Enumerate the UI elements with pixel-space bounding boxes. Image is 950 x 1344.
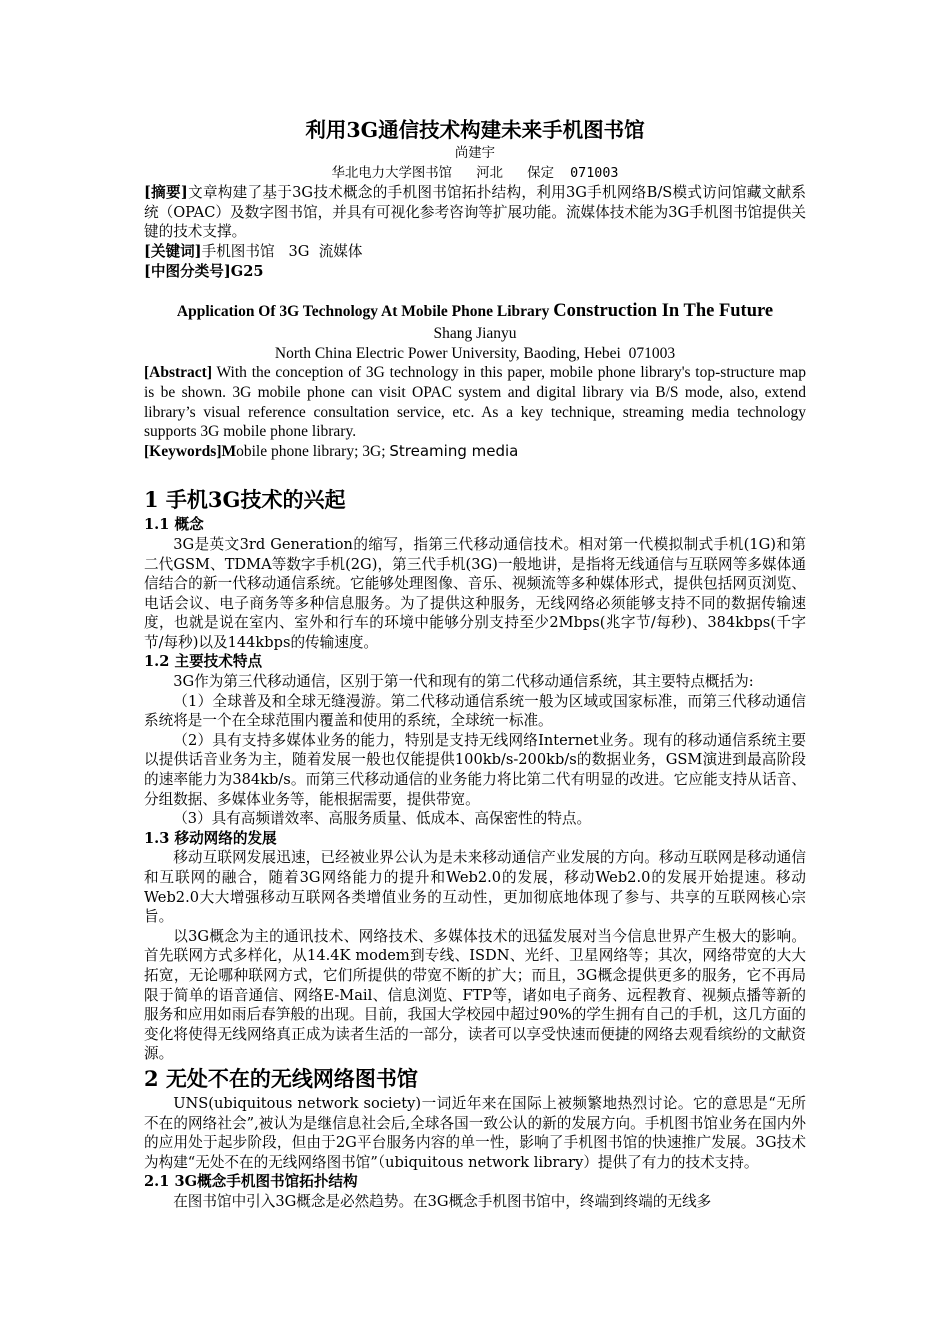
en-title-part1: Application Of 3G Technology At Mobile Phone Library — [176, 303, 554, 321]
section-1-2-heading: 1.2 主要技术特点 — [144, 653, 263, 671]
en-keywords — [144, 442, 806, 462]
en-keywords-tail: Streaming media — [389, 441, 519, 460]
section-1-2-item-3: （3）具有高频谱效率、高服务质量、低成本、高保密性的特点。 — [173, 810, 592, 828]
en-affiliation: North China Electric Power University, Baoding, Hebei 071003 — [274, 344, 676, 362]
section-2-1-heading: 2.1 3G概念手机图书馆拓扑结构 — [144, 1173, 358, 1191]
section-1-1-paragraph: 3G是英文3rd Generation的缩写，指第三代移动通信技术。相对第一代模拟制式手机(1G)和第二代GSM、TDMA等数字手机(2G)，第三代手机(3G)一般地讲，是指将无线通信与互联网等多媒体通信结合的新一代移动通信系统。它能够处理图像、音乐、视频流等多种媒体形式，提供包括网页浏览、电话会议、电子商务等多种信息服务。为了提供这种服务，无线网络必须能够支持不同的数据传输速度，也就是说在室内、室外和行车的环境中能够分别支持至少2Mbps(兆字节/每秒)、384kbps(千字节/每秒)以及144kbps的传输速度。 — [144, 535, 806, 651]
section-1-2-item-2: （2）具有支持多媒体业务的能力，特别是支持无线网络Internet业务。现有的移动通信系统主要以提供话音业务为主，随着发展一般也仅能提供100kb/s-200kb/s的数据业务，GSM演进到最高阶段的速率能力为384kb/s。而第三代移动通信的业务能力将比第二代有明显的改进。它应能支持从话音、分组数据、多媒体业务等，能根据需要，提供带宽。 — [144, 731, 806, 808]
cn-class-label: [中图分类号] — [144, 262, 231, 280]
en-keywords-text: obile phone library; 3G; — [236, 442, 390, 460]
cn-affiliation: 华北电力大学图书馆 河北 保定 071003 — [331, 165, 619, 181]
cn-class-code: G25 — [230, 262, 264, 280]
section-1-2-paragraph: 3G作为第三代移动通信，区别于第一代和现有的第二代移动通信系统，其主要特点概括为: — [173, 673, 754, 691]
cn-abstract-text: 文章构建了基于3G技术概念的手机图书馆拓扑结构，利用3G手机网络B/S模式访问馆藏文献系统（OPAC）及数字图书馆，并具有可视化参考咨询等扩展功能。流媒体技术能为3G手机图书馆提供关键的技术支撑。 — [144, 184, 807, 241]
en-title-part2: Construction In The Future — [553, 301, 774, 322]
section-1-3-paragraph-1: 移动互联网发展迅速，已经被业界公认为是未来移动通信产业发展的方向。移动互联网是移动通信和互联网的融合，随着3G网络能力的提升和Web2.0的发展，移动Web2.0的发展开始提速。移动Web2.0大大增强移动互联网各类增值业务的互动性，更加彻底地体现了参与、共享的互联网核心宗旨。 — [144, 849, 806, 926]
cn-title: 利用3G通信技术构建未来手机图书馆 — [305, 118, 645, 142]
cn-keywords — [144, 242, 806, 262]
section-1-heading: 1 手机3G技术的兴起 — [144, 487, 346, 513]
cn-abstract — [144, 183, 806, 242]
en-author: Shang Jianyu — [433, 325, 517, 343]
cn-class-number — [144, 262, 806, 282]
en-abstract-label: [Abstract] — [144, 364, 213, 382]
cn-keywords-label: [关键词] — [144, 242, 202, 260]
spacer — [144, 281, 806, 299]
cn-keywords-text: 手机图书馆 3G 流媒体 — [201, 242, 363, 260]
paper-page — [144, 116, 806, 1212]
section-2-1-paragraph: 在图书馆中引入3G概念是必然趋势。在3G概念手机图书馆中，终端到终端的无线多 — [173, 1192, 712, 1210]
en-abstract — [144, 363, 806, 441]
cn-abstract-label: [摘要] — [144, 184, 188, 202]
section-2-heading: 2 无处不在的无线网络图书馆 — [144, 1065, 418, 1091]
section-1-3-heading: 1.3 移动网络的发展 — [144, 829, 277, 847]
en-title — [144, 299, 806, 324]
en-keywords-label: [Keywords]M — [144, 442, 237, 460]
section-2-paragraph: UNS(ubiquitous network society)一词近年来在国际上被频繁地热烈讨论。它的意思是“无所不在的网络社会”,被认为是继信息社会后,全球各国一致公认的新的发展方向。手机图书馆业务在国内外的应用处于起步阶段，但由于2G平台服务内容的单一性，影响了手机图书馆的快速推广发展。3G技术为构建“无处不在的无线网络图书馆”（ubiquitous network library）提供了有力的技术支持。 — [144, 1094, 806, 1171]
en-abstract-text: With the conception of 3G technology in this paper, mobile phone library's top-structure map is be shown. 3G mobile phone can visit OPAC system and digital library via B/S mode, also, extend library’s visual reference consultation service, etc. As a key technique, streaming media technology supports 3G mobile phone library. — [144, 364, 806, 441]
section-1-3-paragraph-2: 以3G概念为主的通讯技术、网络技术、多媒体技术的迅猛发展对当今信息世界产生极大的影响。首先联网方式多样化，从14.4K modem到专线、ISDN、光纤、卫星网络等；其次，网络带宽的大大拓宽，无论哪种联网方式，它们所提供的带宽不断的扩大；而且，3G概念提供更多的服务，它不再局限于简单的语音通信、网络E-Mail、信息浏览、FTP等，诸如电子商务、远程教育、视频点播等新的服务和应用如雨后春笋般的出现。目前，我国大学校园中超过90%的学生拥有自己的手机，这几方面的变化将使得无线网络真正成为读者生活的一部分，读者可以享受快速而便捷的网络去观看缤纷的文献资源。 — [144, 927, 806, 1063]
cn-author: 尚建宇 — [454, 146, 496, 161]
section-1-2-item-1: （1）全球普及和全球无缝漫游。第二代移动通信系统一般为区域或国家标准，而第三代移动通信系统将是一个在全球范围内覆盖和使用的系统，全球统一标准。 — [144, 692, 806, 730]
spacer — [144, 461, 806, 485]
section-1-1-heading: 1.1 概念 — [144, 516, 204, 534]
